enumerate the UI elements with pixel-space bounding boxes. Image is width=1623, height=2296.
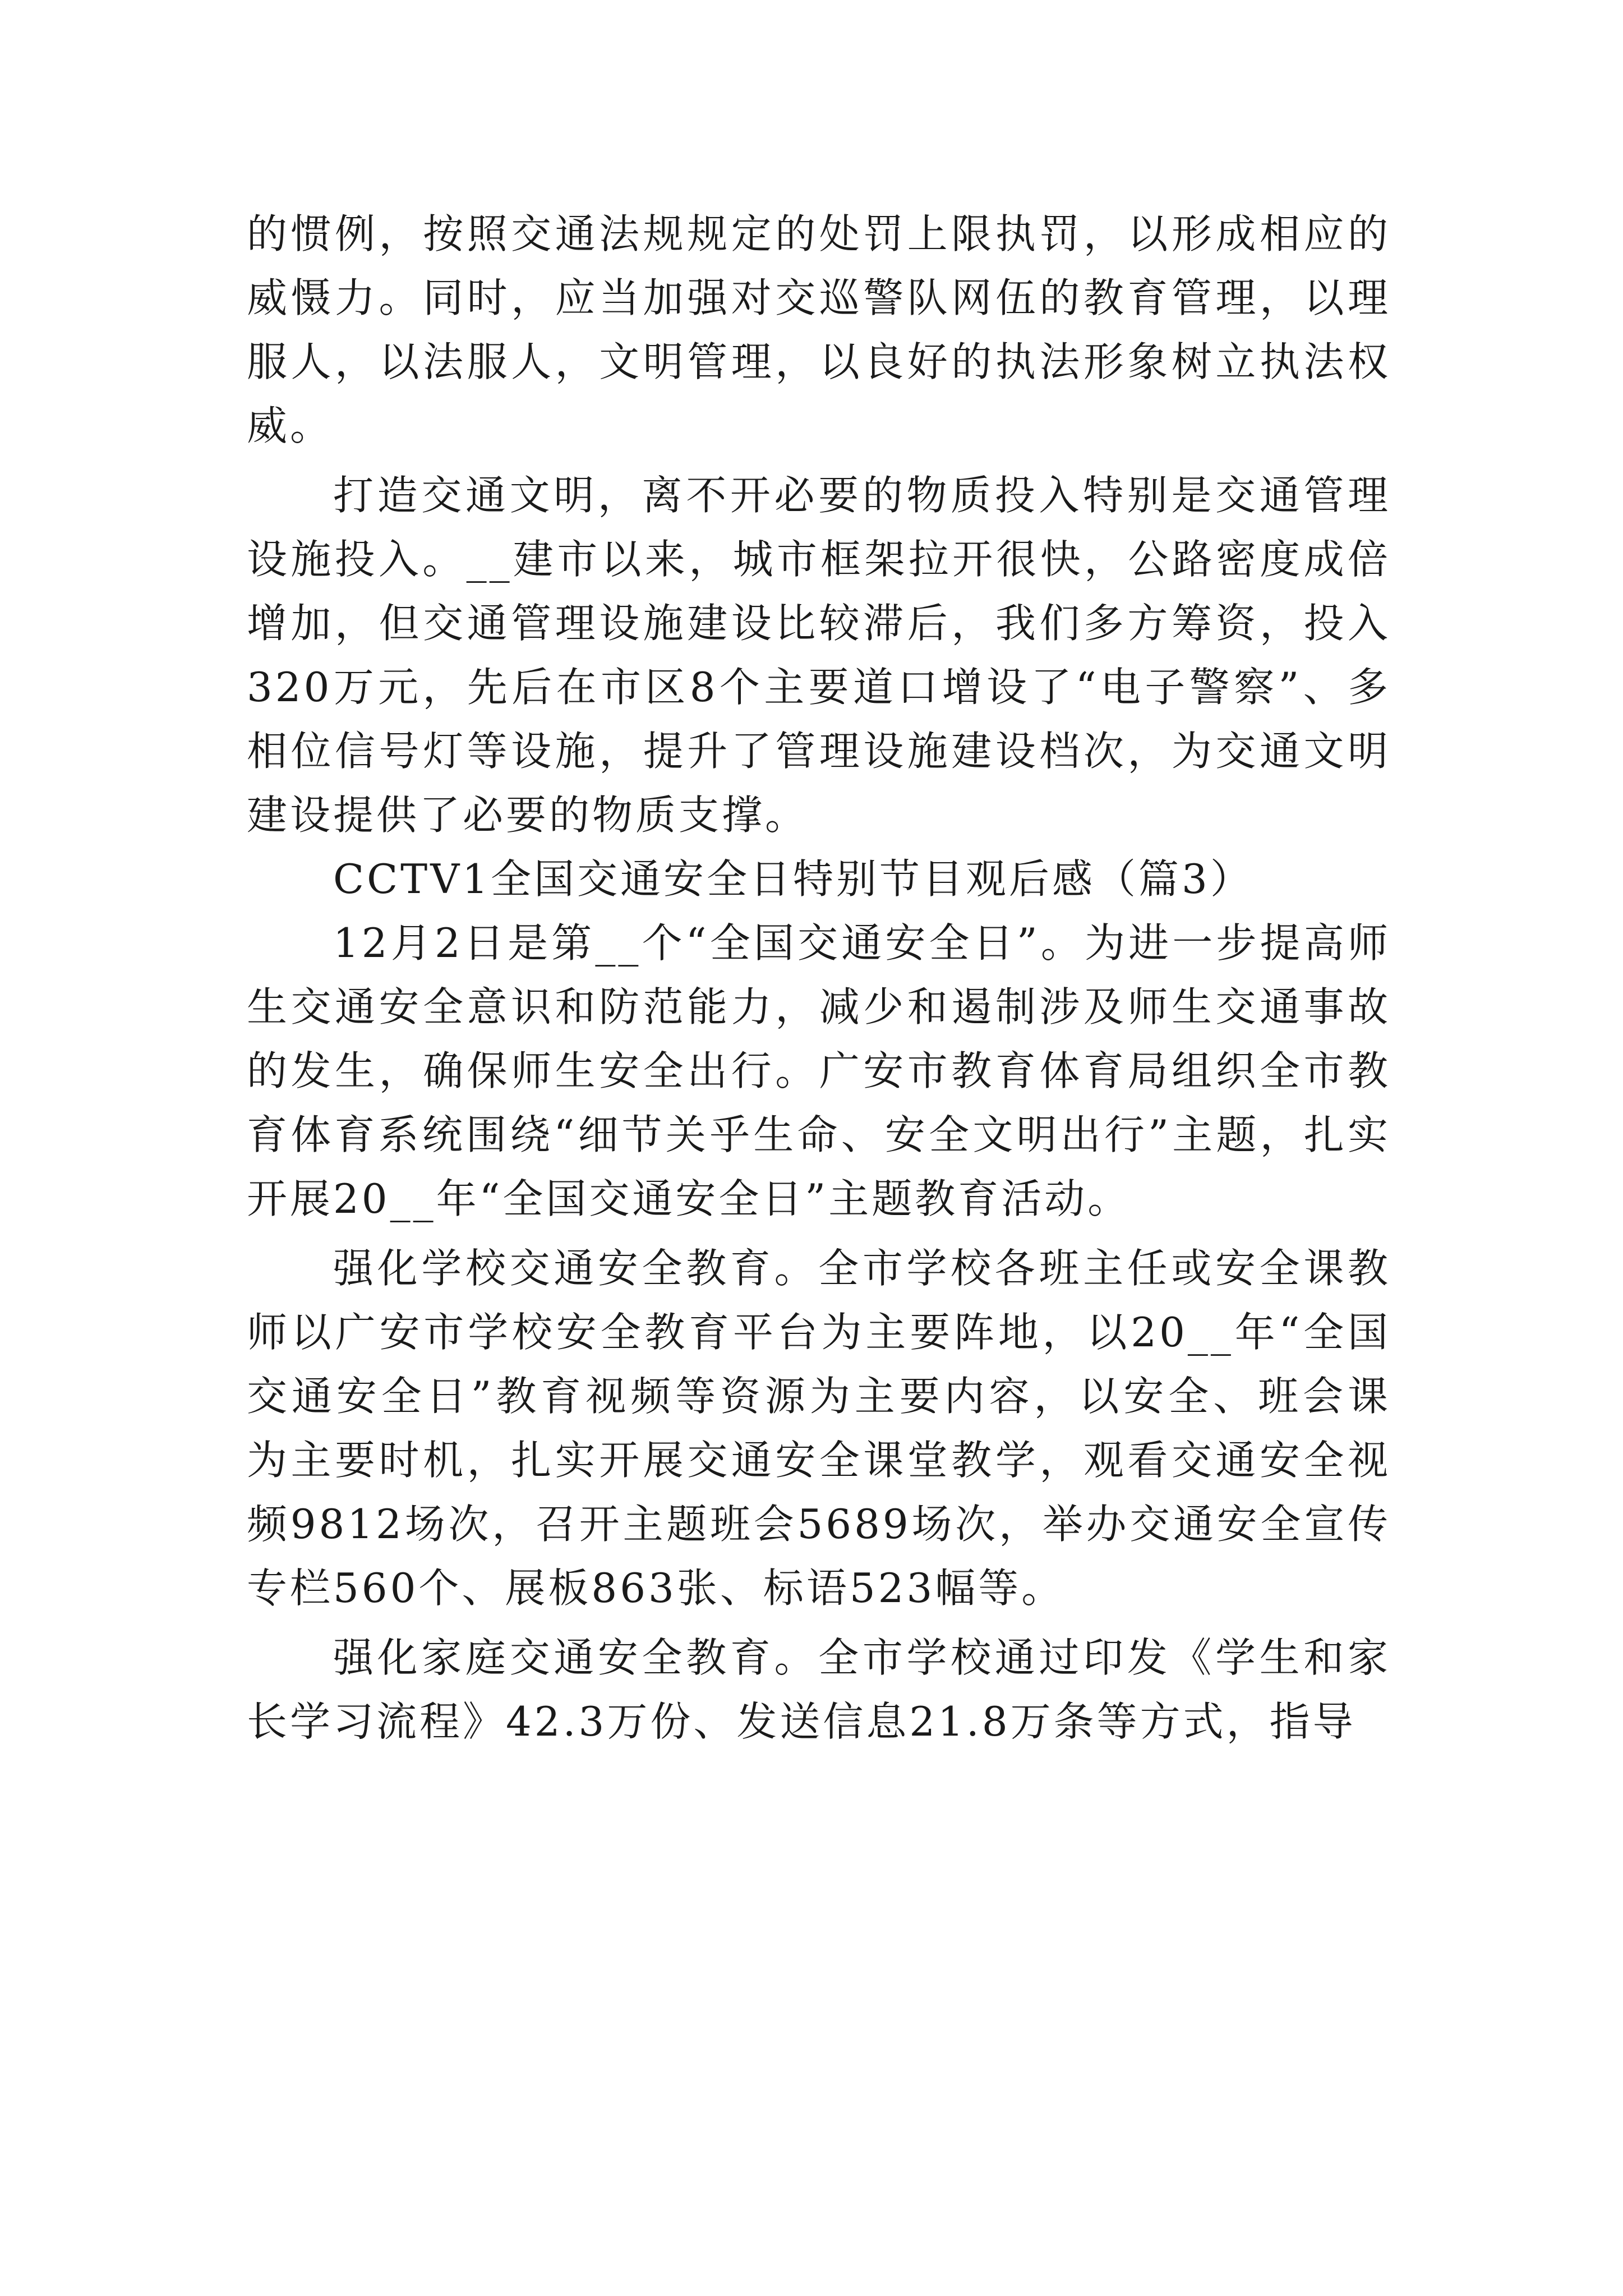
paragraph-facilities-investment: 打造交通文明，离不开必要的物质投入特别是交通管理设施投入。__建市以来，城市框架拉开很快，公路密度成倍增加，但交通管理设施建设比较滞后，我们多方筹资，投入320万元，先后在市区8个主要道口增设了“电子警察”、多相位信号灯等设施，提升了管理设施建设档次，为交通文明建设提供了必要的物质支撑。 bbox=[247, 472, 1391, 839]
section-heading: CCTV1全国交通安全日特别节目观后感（篇3） bbox=[333, 855, 1253, 903]
paragraph-safety-day-intro: 12月2日是第__个“全国交通安全日”。为进一步提高师生交通安全意识和防范能力，减少和遏制涉及师生交通事故的发生，确保师生安全出行。广安市教育体育局组织全市教育体育系统围绕“细节关乎生命、安全文明出行”主题，扎实开展20__年“全国交通安全日”主题教育活动。 bbox=[247, 919, 1391, 1222]
paragraph-continued: 的惯例，按照交通法规规定的处罚上限执罚，以形成相应的威慑力。同时，应当加强对交巡警队网伍的教育管理，以理服人，以法服人，文明管理，以良好的执法形象树立执法权威。 bbox=[247, 210, 1391, 449]
document-body bbox=[247, 202, 1391, 1754]
paragraph-school-education: 强化学校交通安全教育。全市学校各班主任或安全课教师以广安市学校安全教育平台为主要阵地，以20__年“全国交通安全日”教育视频等资源为主要内容，以安全、班会课为主要时机，扎实开展交通安全课堂教学，观看交通安全视频9812场次，召开主题班会5689场次，举办交通安全宣传专栏560个、展板863张、标语523幅等。 bbox=[247, 1245, 1391, 1612]
paragraph-family-education: 强化家庭交通安全教育。全市学校通过印发《学生和家长学习流程》42.3万份、发送信息21.8万条等方式，指导 bbox=[247, 1634, 1391, 1745]
